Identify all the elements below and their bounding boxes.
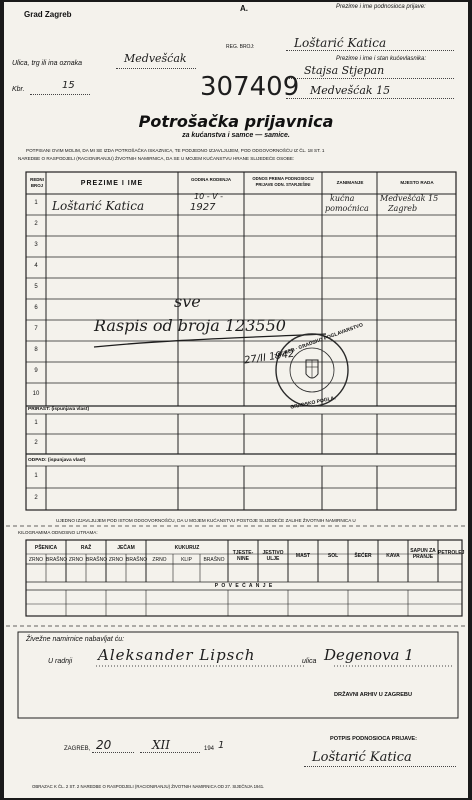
row-number: 2 xyxy=(34,221,38,227)
city-title: Grad Zagreb xyxy=(24,10,72,19)
stock-header: KAVA xyxy=(386,553,400,559)
footer-day-line xyxy=(92,752,134,753)
stock-header: SAPUN ZA PRANJE xyxy=(410,548,436,560)
reg-number-value: 307409 xyxy=(200,72,300,102)
landlord-label: Prezime i ime i stan kućevlasnika: xyxy=(336,56,427,62)
stock-subheader: ZRNO xyxy=(68,557,84,563)
person-occupation-line1: kućna xyxy=(330,194,355,203)
landlord-name: Stajsa Stjepan xyxy=(304,64,385,77)
stock-subheader: ZRNO xyxy=(28,557,44,563)
row-number: 5 xyxy=(34,284,38,290)
stock-header: RAŽ xyxy=(80,545,92,551)
stock-header: PETROLEJ xyxy=(438,550,465,556)
removals-row-number: 1 xyxy=(34,473,38,479)
person-birth-year: 1927 xyxy=(190,202,216,213)
stock-header: ŠEĆER xyxy=(354,553,372,559)
increase-label: P O V E Ć A N J E xyxy=(214,583,274,589)
stock-header: JESTIVO ULJE xyxy=(262,550,284,562)
stock-header: KUKURUZ xyxy=(174,545,200,551)
stock-subheader: BRAŠNO xyxy=(86,557,108,563)
street-value: Medvešćak xyxy=(124,52,187,65)
signature: Loštarić Katica xyxy=(312,750,412,765)
person-name: Loštarić Katica xyxy=(52,199,145,213)
additions-row-number: 1 xyxy=(34,420,38,426)
signature-label: POTPIS PODNOSIOCA PRIJAVE: xyxy=(330,736,418,742)
shop-label: U radnji xyxy=(48,658,73,665)
row-number: 10 xyxy=(32,391,40,397)
table-grid xyxy=(4,2,468,798)
stock-subheader: KLIP xyxy=(181,557,192,563)
form-subtitle: za kućanstva i samce — samice. xyxy=(182,132,290,139)
row-number: 1 xyxy=(34,200,38,206)
stock-subheader: ZRNO xyxy=(108,557,124,563)
person-occupation-line2: pomoćnica xyxy=(325,204,369,213)
removals-label: ODPAD: (ispunjava vlast) xyxy=(28,458,86,463)
header-occupation: ZANIMANJE xyxy=(336,180,364,185)
removals-row-number: 2 xyxy=(34,495,38,501)
stock-header: SOL xyxy=(327,553,339,559)
house-number-value: 15 xyxy=(62,80,75,91)
header-row-number: REDNI BROJ xyxy=(30,177,44,188)
annotation-raspis: Raspis od broja 123550 xyxy=(94,316,286,335)
footer-day: 20 xyxy=(96,738,112,752)
annotation-date: 27/II 1942 xyxy=(243,348,296,367)
row-number: 7 xyxy=(34,326,38,332)
stock-subheader: ZRNO xyxy=(152,557,167,563)
row-number: 3 xyxy=(34,242,38,248)
additions-label: PRIRAST: (ispunjava vlast) xyxy=(28,407,90,412)
row-number: 4 xyxy=(34,263,38,269)
stock-subheader: BRAŠNO xyxy=(46,557,68,563)
intro-text-line-2: NAREDBE O RASPODJELI (RACIONIRANJU) ŽIVOTNIH NAMIRNICA, DA SE U MOJEM KUĆANSTVU HRANE SLIJEDEĆE OSOBE: xyxy=(18,156,295,161)
stock-header: TJESTE-NINE xyxy=(232,550,254,562)
shop-street-label: ulica xyxy=(302,658,317,665)
intro-text-line-1: POTPISANI OVIM MOLIM, DA MI SE IZDA POTROŠAČKA ISKAZNICA, TE PODJEDNO IZJAVLJUJEM, POD ODGOVORNOŠĆU IZ ČL. 18 ST. 1 xyxy=(26,148,325,153)
header-birth-year: GODINA RODENJA xyxy=(190,177,232,182)
shop-street-value: Degenova 1 xyxy=(324,646,414,664)
footer-place: ZAGREB, xyxy=(64,746,91,752)
row-number: 9 xyxy=(34,368,38,374)
person-birth-date: 10 - V - xyxy=(194,192,224,201)
registration-form-page xyxy=(4,2,468,798)
stock-header: MAST xyxy=(295,553,311,559)
archive-stamp: DRŽAVNI ARHIV U ZAGREBU xyxy=(334,692,413,698)
footer-month-line xyxy=(140,752,200,753)
landlord-address: Medvešćak 15 xyxy=(310,84,391,97)
additions-row-number: 2 xyxy=(34,440,38,446)
applicant-label: Prezime i ime podnosioca prijave: xyxy=(336,4,426,10)
footer-month: XII xyxy=(152,738,171,752)
person-workplace-line1: Medvešćak 15 xyxy=(380,194,439,203)
stock-text-line-1: UJEDNO IZJAVLJUJEM POD ISTOM ODGOVORNOŠĆU, DA U MOJEM KUĆANSTVU POSTOJE SLIJEDEĆE ZALIHE ŽIVOTNIH NAMIRNICA U xyxy=(56,518,356,523)
law-reference: OBRAZAC K ČL. 2 ST. 2 NAREDBE O RASPODJELI (RACIONIRANJU) ŽIVOTNIH NAMIRNICA OD 27. SIJEČNJA 1941. xyxy=(32,784,265,789)
stock-text-line-2: KILOGRAMIMA ODNOSNO LITRAMA: xyxy=(18,530,98,535)
person-workplace-line2: Zagreb xyxy=(388,204,418,213)
signature-line xyxy=(304,766,456,767)
header-relation: ODNOS PREMA PODNOSIOCU PRIJAVE ODN. STARJEŠINI xyxy=(252,176,314,187)
stock-header: PŠENICA xyxy=(34,545,58,551)
footer-year-prefix: 194 xyxy=(204,746,215,752)
reg-number-label: REG. BROJ: xyxy=(226,44,255,50)
supply-title: Živežne namirnice nabavljat ću: xyxy=(26,636,125,643)
header-name: PREZIME I IME xyxy=(80,180,144,187)
form-title: Potrošačka prijavnica xyxy=(138,112,334,131)
shop-value: Aleksander Lipsch xyxy=(98,646,256,664)
header-workplace: MJESTO RADA xyxy=(400,180,434,185)
form-letter: A. xyxy=(240,4,248,13)
house-number-label: Kbr. xyxy=(12,86,25,93)
stamp-text-top: ZAGREB · GRADSKO POGLAVARSTVO xyxy=(273,322,364,360)
stock-subheader: BRAŠNO xyxy=(126,557,148,563)
applicant-value: Loštarić Katica xyxy=(294,36,387,50)
street-label: Ulica, trg ili ina oznaka xyxy=(12,60,83,67)
footer-year-suffix: 1 xyxy=(218,740,225,751)
row-number: 8 xyxy=(34,347,38,353)
stamp-text-bottom: GRADSKO POGLA. xyxy=(289,395,337,411)
stock-header: JEČAM xyxy=(117,545,135,551)
stock-subheader: BRAŠNO xyxy=(203,557,225,563)
annotation-sve: sve xyxy=(174,292,201,311)
row-number: 6 xyxy=(34,305,38,311)
